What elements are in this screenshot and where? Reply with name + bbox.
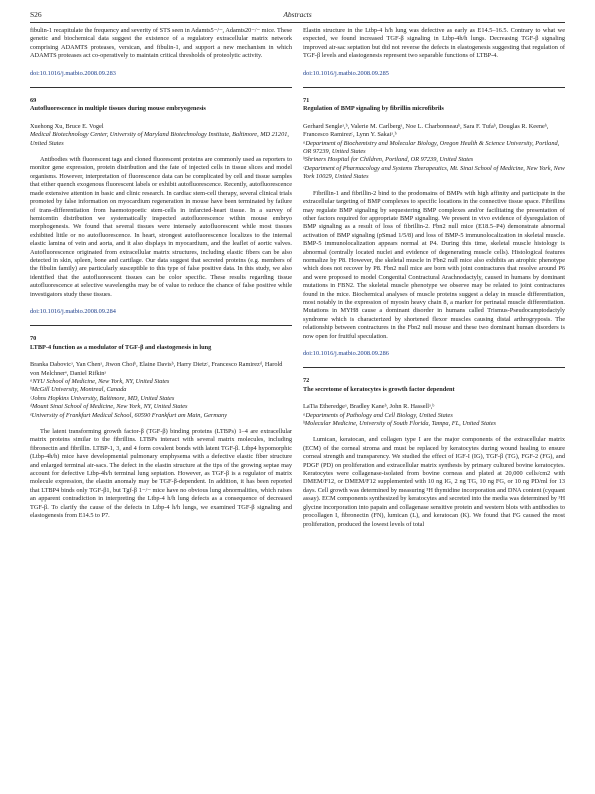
- divider: [303, 87, 565, 88]
- doi-link-284[interactable]: doi:10.1016/j.matbio.2008.09.284: [30, 307, 116, 315]
- affiliation: ᵃDepartment of Biochemistry and Molecular Biology, Oregon Health & Science University, Portland, OR 97239, United States: [303, 139, 560, 156]
- divider: [303, 367, 565, 368]
- affiliations-69: [30, 131, 292, 148]
- abstract-number-71: 71: [303, 97, 310, 105]
- affiliation: ᵃNYU School of Medicine, New York, NY, United States: [30, 378, 170, 385]
- journal-section: Abstracts: [283, 10, 312, 19]
- abstract-body-72: Lumican, keratocan, and collagen type I are the major components of the extracellular matrix (ECM) of the corneal stroma and must be replaced by keratocytes during wound healing to ensure corneal strength and transparency. We studied the effect of IGF-I (IG), TGF-β (TG), FGF-2 (FG), and PDGF (PD) on proliferation and extracellular matrix synthesis by primary cultured bovine keratocytes. Keratocytes were collagenase-isolated from bovine corneas and plated at 20,000 cells/cm2 with DMEM/F12, or DMEM/F12 supplemented with 10 ng IG, 2 ng TG, 10 ng FG, or 10 ng PD/ml for 13 days. Cell growth was determined by measuring ³H thymidine incorporation and DNA content (cyquant assay). ECM components synthesized by keratocytes and secreted into the media was determined by ³H glycine incorporation into papain and collagenase sensitive protein and western blots with antibodies to procollagen I, fibronectin (FN), lumican (L), and keratocan (K). We found that FG caused the most proliferation, produced the lowest levels of total: [303, 436, 565, 528]
- divider: [30, 87, 292, 88]
- abstract-number-72: 72: [303, 377, 310, 385]
- abstract-title-72: The secretome of keratocytes is growth factor dependent: [303, 385, 455, 393]
- affiliation: ᵉUniversity of Frankfurt Medical School, 60590 Frankfurt am Main, Germany: [30, 411, 227, 419]
- abstract-title-69: Autofluorescence in multiple tissues during mouse embryogenesis: [30, 105, 206, 113]
- affiliation: ᵃDepartments of Pathology and Cell Biology, United States: [303, 411, 453, 419]
- doi-link-283[interactable]: doi:10.1016/j.matbio.2008.09.283: [30, 69, 116, 77]
- affiliation: ᵈMount Sinai School of Medicine, New York, NY, United States: [30, 403, 188, 411]
- running-header: [30, 10, 565, 22]
- doi-link-285[interactable]: doi:10.1016/j.matbio.2008.09.285: [303, 69, 389, 77]
- affiliation: ᶜJohns Hopkins University, Baltimore, MD, United States: [30, 394, 175, 402]
- doi-link-286[interactable]: doi:10.1016/j.matbio.2008.09.286: [303, 350, 389, 357]
- affiliation: ᵇShriners Hospital for Children, Portland, OR 97239, United States: [303, 156, 474, 164]
- affiliation: ᵇMolecular Medicine, University of South Florida, Tampa, FL, United States: [303, 420, 496, 428]
- affiliation: ᵇMcGill University, Montreal, Canada: [30, 386, 127, 394]
- abstract-body-69: Antibodies with fluorescent tags and cloned fluorescent proteins are commonly used as reporters to monitor gene expression, protein distribution and the fate of injected cells in tissue slices and model organisms. However, interpretation of fluorescence data can be complicated by cell and tissue samples that either quench exogenous fluorescent labels or exhibit autofluorescence. Recently, autofluorescence made extensive attention in basic and clinic research. In cardiac stem-cell therapy, several clinical trials promoted by false information on myocardium regeneration in mouse have been terminated by failure of trans-differentiation from haemotopoetic stem-cells in infarcted-heart tissue. In a survey of hemicentin distribution we systematically inspected autofluorescence within mouse embryo morphogenesis. We found that several tissues were intensely autofluorescent while most tissues exhibited little or no autofluorescence. In heart, strongest autofluorescence localizes to the internal elastic lamina of vein and aorta, and it also displays in myocardium, and the leaflet of aortic valves. Autofluorescence originated from extracellular matrix structures, including elastic fibers can be also detected in skin, spleen, bone and cartilage. Our data suggest that secreted proteins (e.g. members of the fibulin family) are particularly susceptible to this type of false positive data. In this study, we also identified that the autofluorescent tissues can be color specific. These results regarding tissue autofluorescence at selective wavelengths may be of value to reduce the chance of false positive while investigators study these tissues.: [30, 156, 292, 298]
- abstract-number-70: 70: [30, 335, 37, 343]
- affiliation: Medical Biotechnology Center, University of Maryland Biotechnology Institute, Baltimore, MD 21201, United States: [30, 131, 289, 147]
- abstract-body-71: Fibrillin-1 and fibrillin-2 bind to the prodomains of BMPs with high affinity and participate in the extracellular targeting of BMP complexes to specific locations in the connective tissue space. Fibrillins may regulate BMP signaling by sequestering BMP complexes and/or facilitating the presentation of other factors required for appropriate BMP signaling. We present in vivo evidence of dysregulation of BMP signaling as a result of loss of fibrillin-2. Fbn2 null mice (E18.5–P4) demonstrate abnormal activation of BMP signaling (pSmad 1/5/8) and loss of BMP-5 immunolocalization in skeletal muscle. BMP-5 immunolocalization appears normal at P4. During this time, skeletal muscle histology is abnormal (centrally located nuclei and evidence of degenerating muscle cells). Histological features normalize by P8. However, the skeletal muscle in Fbn2 null mice also exhibits an atrophic phenotype which does not recover by P8. Fbn2 null mice are born with joint contractures that resolve around P6 and were proposed to model Congenital Contractural Arachnodactyly, caused in humans by dominant mutations in FBN2. The skeletal muscle phenotype we observe may be related to joint contractures found in the mice. Biochemical analyses of muscle proteins suggest a delay in muscle differentiation, most notably in the expression of myosin heavy chain 8, a marker for perinatal muscle differentiation. Mutations in MYH8 cause a dominant disorder in humans called Trismus-Pseudocamptodactyly syndrome which is characterized by shortened flexor muscles causing distal arthrogryposis. The relationship between contractures in the Fbn2 null mouse and these two dominant human disorders is now open for fruitful speculation.: [303, 189, 565, 340]
- abstract-number-69: 69: [30, 97, 37, 105]
- abstract-68-continuation: fibulin-1 recapitulate the frequency and severity of STS seen in Adamts5−/−, Adamts20−/− mice. These genetic and biochemical data suggest the existence of a regulatory extracellular matrix network comprising ADAMTS proteases, versican, and fibulin-1, and support a new mechanism in which ADAMTS proteases act co-operatively to maintain critical thresholds of proteolytic activity.: [30, 27, 292, 60]
- abstract-body-70: The latent transforming growth factor-β (TGF-β) binding proteins (LTBPs) 1–4 are extracellular matrix proteins similar to the fibrillins. LTBPs interact with several matrix molecules, including fibronectin and fibrillin. LTBP-1, 3, and 4 form covalent bonds with latent TGF-β. Ltbp4 hypomorphic (Ltbp-4h/h) mice have developmental pulmonary emphysema with a defective elastic fiber structure and enlarged terminal air-sacs. The defect in the elastin structure at the tips of the growing septae may account for defective Ltbp-4h/h terminal lung septation. However, as TGF-β is a regulator of matrix molecule expression, the elastin anomaly may be TGF-β-dependent. In addition, it has been reported that LTBP4 binds only TGF-β1, but Tgf-β 1−/− mice have no obvious lung abnormalities, which raises an apparent contradiction in interpreting the Ltbp-4 h/h lung defects as a consequence of decreased TGF-β. To clarify the cause of the defects in Ltbp-4 h/h lungs, we examined TGF-β signaling and elastogenesis from E14.5 to P7.: [30, 428, 292, 520]
- authors-72: LaTia Etheredgeᵃ, Bradley Kaneᵇ, John R. Hassellᵃ,ᵇ: [303, 403, 435, 411]
- abstract-title-70: LTBP-4 function as a modulator of TGF-β and elastogenesis in lung: [30, 343, 212, 351]
- abstract-title-71: Regulation of BMP signaling by fibrillin microfibrils: [303, 105, 444, 113]
- affiliations-71: [303, 140, 565, 182]
- authors-70: Branka Dabovicᵃ, Yan Chenᵃ, Jiwon Choiᵇ, Elaine Davisᵇ, Harry Dietzᶜ, Francesco Ramirezᵈ, Harold von Melchnerᵉ, Daniel Rifkinᵃ: [30, 361, 283, 377]
- left-column: [30, 27, 292, 521]
- authors-71: Gerhard Sengleᵃ,ᵇ, Valerie M. Carlbergᵃ, Noe L. Charbonneauᵇ, Sara F. Tufaᵇ, Douglas R. Keeneᵇ, Francesco Ramirezᶜ, Lynn Y. Sakaiᵃ,ᵇ: [303, 122, 549, 139]
- right-column: [303, 27, 565, 529]
- affiliation: ᶜDepartment of Pharmacology and Systems Therapeutics, Mt. Sinai School of Medicine, New York, New York 10029, United States: [303, 164, 565, 181]
- authors-69: Xuehong Xu, Bruce E. Vogel: [30, 122, 104, 130]
- page-number: S26: [30, 10, 42, 19]
- affiliations-72: [303, 412, 565, 429]
- divider: [30, 325, 292, 326]
- abstract-70-continuation: Elastin structure in the Ltbp-4 h/h lung was defective as early as E14.5–16.5. Contrary to what we expected, we found increased TGF-β signaling in Ltbp-4h/h lungs. Decreasing TGF-β signaling improved air-sac septation but did not reverse the defects in elastogenesis suggesting that regulation of TGF-β levels and elastogenesis represent two separable functions of LTBP-4.: [303, 27, 565, 60]
- affiliations-70: [30, 378, 292, 420]
- header-rule: [30, 22, 565, 23]
